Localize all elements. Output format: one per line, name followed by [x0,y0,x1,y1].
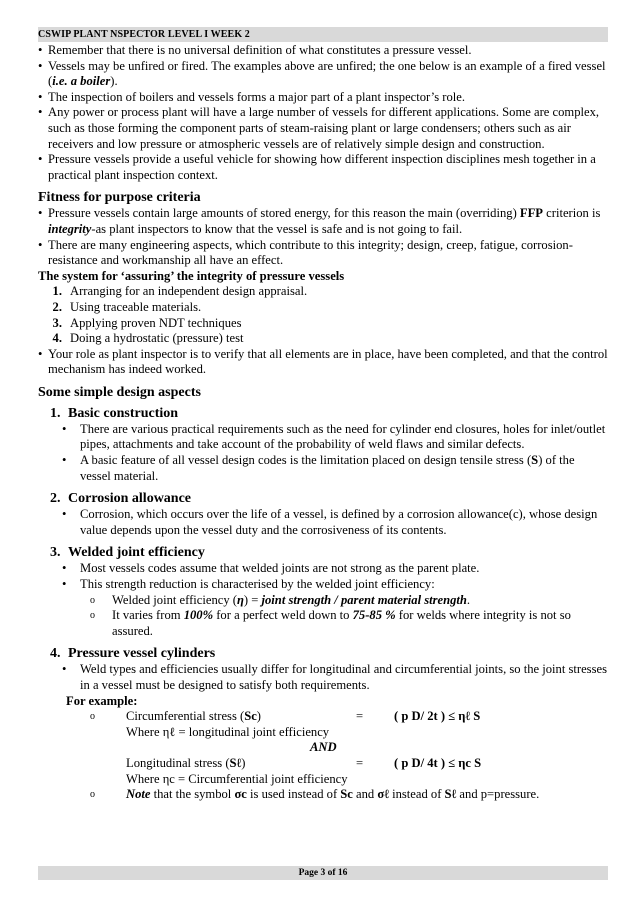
page-content [38,43,608,803]
subsection-heading: 2. Corrosion allowance [50,491,192,507]
section-heading-ffp: Fitness for purpose criteria [38,190,201,206]
bullet-text: Vessels may be unfired or fired. The examples above are unfired; the one below is an example of a fired vessel (i.e. a boiler). [48,58,606,89]
equation-row: Longitudinal stress (Sℓ) = ( p D/ 4t ) ≤ ηc S [126,755,482,770]
circle-bullet-icon: o [90,711,95,723]
page-header: CSWIP PLANT NSPECTOR LEVEL I WEEK 2 [38,27,608,42]
bullet-icon: • [38,346,43,361]
list-item: 4. Doing a hydrostatic (pressure) test [52,331,244,346]
list-item [38,347,608,378]
subsection-heading: 4. Pressure vessel cylinders [50,646,216,662]
bullet-text: Pressure vessels provide a useful vehicle for showing how different inspection disciplines mesh together in a practical plant inspection context. [48,152,596,182]
section-heading-design: Some simple design aspects [38,384,201,400]
list-item [38,152,608,183]
circle-bullet-icon: o [90,789,95,801]
bullet-icon: • [38,89,43,104]
list-item: o Note that the symbol σc is used instead of Sc and σℓ instead of Sℓ and p=pressure. [90,787,540,802]
equation-note: Where ηc = Circumferential joint efficiency [126,771,348,786]
bullet-icon: • [38,237,43,252]
circle-bullet-icon: o [90,610,95,622]
list-item: • A basic feature of all vessel design codes is the limitation placed on design tensile stress (S) of the vessel material. [62,453,575,483]
list-item [38,90,608,106]
list-item: • There are various practical requirements such as the need for cylinder end closures, holes for inlet/outlet pipes, attachments and take account of the probability of weld flaws and similar defects. [62,421,606,452]
list-item: • This strength reduction is characterised by the welded joint efficiency: [62,577,435,592]
list-item: o It varies from 100% for a perfect weld down to 75-85 % for welds where integrity is not so assured. [90,608,571,638]
bullet-icon: • [38,58,43,73]
bullet-icon: • [62,577,67,592]
page-footer: Page 3 of 16 [38,866,608,880]
bullet-text: Any power or process plant will have a large number of vessels for different applications. Some are complex, such as those forming the component parts of steam-raising plant or large condensers; others such as air receivers and low pressure or atmospheric vessels are of relatively simple design and construction. [48,105,600,151]
bullet-text: The inspection of boilers and vessels forms a major part of a plant inspector’s role. [48,89,465,104]
list-item: o Welded joint efficiency (η) = joint strength / parent material strength. [90,592,471,607]
bullet-icon: • [62,421,67,436]
subsection-heading: 1. Basic construction [50,405,179,421]
bullet-icon: • [38,206,43,221]
list-item [38,43,608,59]
bullet-text: Pressure vessels contain large amounts of stored energy, for this reason the main (overriding) FFP criterion is integrity-as plant inspectors to know that the vessel is safe and is not going to fail. [48,206,601,236]
bullet-text: There are many engineering aspects, which contribute to this integrity; design, creep, fatigue, corrosion-resistance and workmanship all have an effect. [48,237,573,268]
list-item [38,105,608,152]
bullet-icon: • [62,561,67,576]
list-item: • Most vessels codes assume that welded joints are not strong as the parent plate. [62,561,480,576]
example-label: For example: [66,693,138,708]
bullet-icon: • [62,507,67,522]
list-item: 3. Applying proven NDT techniques [52,315,242,330]
list-item [38,59,608,90]
and-label: AND [310,740,337,755]
list-item [38,238,608,269]
list-item: 2. Using traceable materials. [52,299,202,314]
equation-row: o Circumferential stress (Sc) = ( p D/ 2t ) ≤ ηℓ S [90,709,481,724]
system-heading: The system for ‘assuring’ the integrity of pressure vessels [38,268,345,283]
equation-note: Where ηℓ = longitudinal joint efficiency [126,724,330,739]
bullet-text: Your role as plant inspector is to verify that all elements are in place, have been completed, and that the control mechanism has indeed worked. [48,346,608,377]
bullet-icon: • [62,662,67,677]
list-item: 1. Arranging for an independent design appraisal. [52,284,308,299]
bullet-icon: • [38,105,43,120]
bullet-icon: • [38,43,43,57]
circle-bullet-icon: o [90,594,95,606]
bullet-text: Remember that there is no universal definition of what constitutes a pressure vessel. [48,43,472,57]
subsection-heading: 3. Welded joint efficiency [50,545,205,561]
bullet-icon: • [62,453,67,468]
list-item [38,206,608,237]
list-item: • Corrosion, which occurs over the life of a vessel, is defined by a corrosion allowance(c), whose design value depends upon the vessel duty and the corrosiveness of its contents. [62,507,598,537]
bullet-icon: • [38,152,43,167]
list-item: • Weld types and efficiencies usually differ for longitudinal and circumferential joints, so the joint stresses in a vessel must be designed to satisfy both requirements. [62,662,607,692]
